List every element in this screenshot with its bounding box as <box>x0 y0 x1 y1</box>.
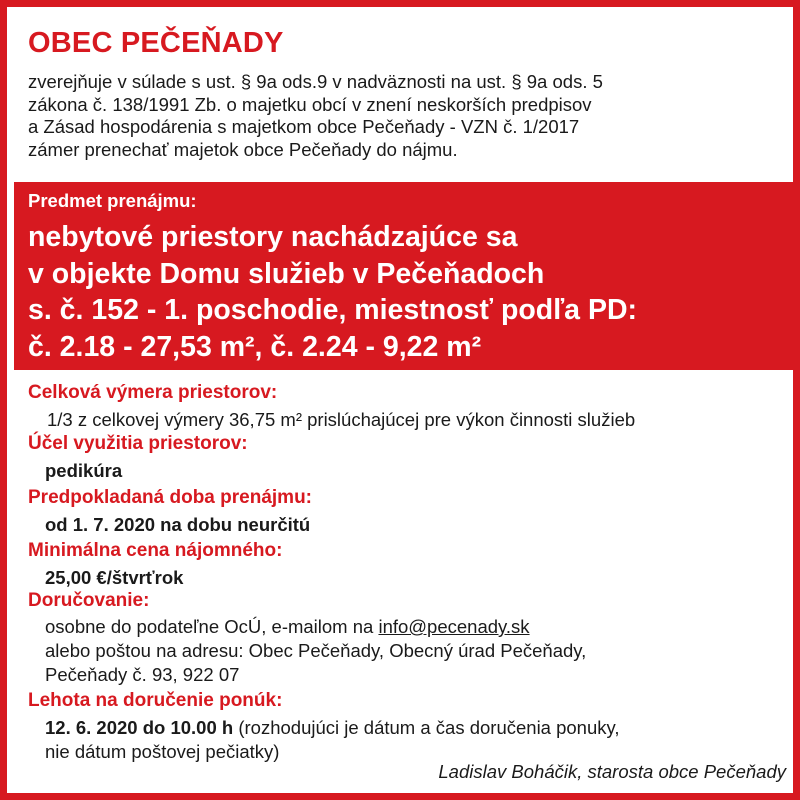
details-section <box>14 370 800 800</box>
subject-label: Predmet prenájmu: <box>28 190 197 211</box>
intro-line: zákona č. 138/1991 Zb. o majetku obcí v znení neskorších predpisov <box>28 93 592 115</box>
deadline-note: (rozhodujúci je dátum a čas doručenia ponuky, <box>233 717 620 738</box>
email-link[interactable]: info@pecenady.sk <box>378 616 530 637</box>
subject-description <box>28 219 798 365</box>
price-heading: Minimálna cena nájomného: <box>28 540 283 561</box>
subject-band <box>14 182 800 370</box>
delivery-text: osobne do podateľne OcÚ, e-mailom na <box>45 616 379 637</box>
purpose-heading: Účel využitia priestorov: <box>28 433 248 454</box>
notice-header <box>14 14 800 182</box>
purpose-value: pedikúra <box>45 460 123 481</box>
duration-value: od 1. 7. 2020 na dobu neurčitú <box>45 514 311 535</box>
subject-line: nebytové priestory nachádzajúce sa <box>28 221 518 253</box>
delivery-heading: Doručovanie: <box>28 590 150 611</box>
subject-line: v objekte Domu služieb v Pečeňadoch <box>28 257 545 290</box>
intro-line: a Zásad hospodárenia s majetkom obce Pečeňady - VZN č. 1/2017 <box>28 116 580 137</box>
subject-line: č. 2.18 - 27,53 m², č. 2.24 - 9,22 m² <box>28 330 482 363</box>
delivery-line-3: Pečeňady č. 93, 922 07 <box>45 664 240 685</box>
municipality-title: OBEC PEČEŇADY <box>28 27 284 59</box>
intro-line: zámer prenechať majetok obce Pečeňady do nájmu. <box>28 138 458 160</box>
area-value: 1/3 z celkovej výmery 36,75 m² prislúchajúcej pre výkon činnosti služieb <box>47 409 636 430</box>
deadline-heading: Lehota na doručenie ponúk: <box>28 690 283 711</box>
delivery-line-2: alebo poštou na adresu: Obec Pečeňady, Obecný úrad Pečeňady, <box>45 640 587 661</box>
intro-line: zverejňuje v súlade s ust. § 9a ods.9 v nadväznosti na ust. § 9a ods. 5 <box>28 71 603 92</box>
deadline-line-1 <box>45 717 620 739</box>
deadline-date: 12. 6. 2020 do 10.00 h <box>45 717 234 738</box>
area-heading: Celková výmera priestorov: <box>28 382 278 403</box>
deadline-line-2: nie dátum poštovej pečiatky) <box>45 741 280 762</box>
subject-line: s. č. 152 - 1. poschodie, miestnosť podľa PD: <box>28 294 638 326</box>
delivery-line-1 <box>45 616 530 638</box>
mayor-signature: Ladislav Boháčik, starosta obce Pečeňady <box>438 761 786 782</box>
price-value: 25,00 €/štvrťrok <box>45 567 184 588</box>
duration-heading: Predpokladaná doba prenájmu: <box>28 487 312 508</box>
intro-text <box>28 71 788 161</box>
